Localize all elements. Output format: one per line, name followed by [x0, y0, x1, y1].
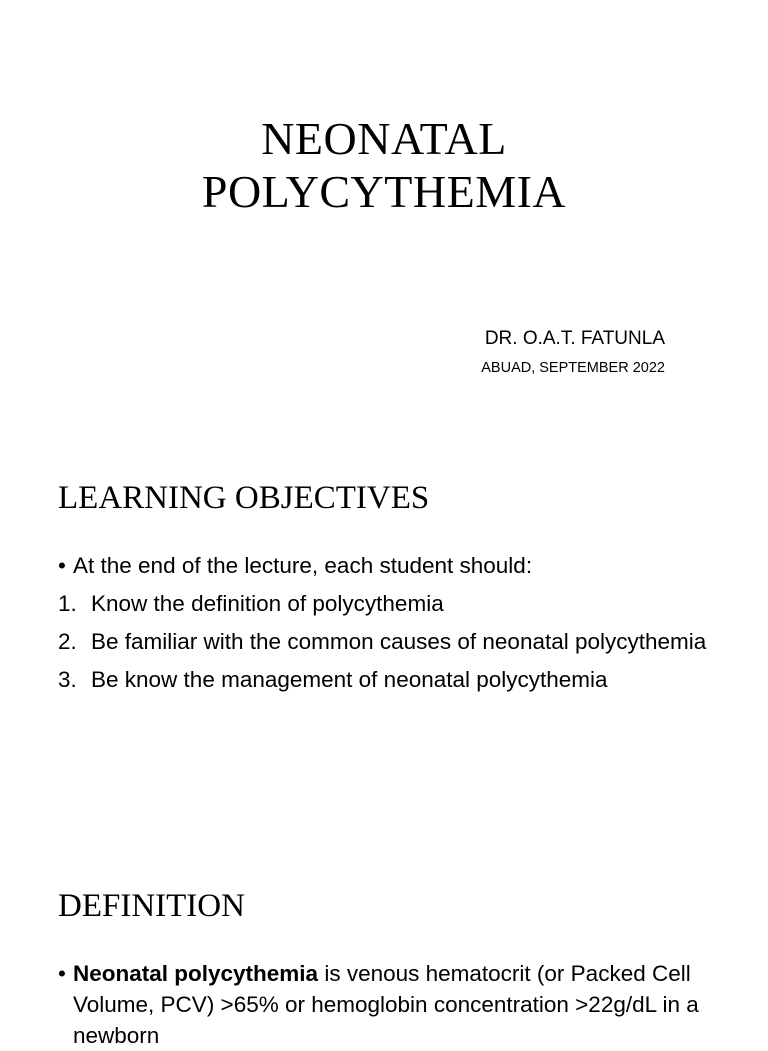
- objective-number: 3.: [58, 667, 77, 692]
- definition-body: [58, 958, 748, 1051]
- definition-slide: [0, 864, 768, 1048]
- author-name: DR. O.A.T. FATUNLA: [484, 328, 665, 349]
- bullet-icon: •: [58, 553, 66, 578]
- slide-heading: LEARNING OBJECTIVES: [58, 480, 430, 516]
- definition-text: is venous hematocrit (or Packed Cell Volume, PCV) >65% or hemoglobin concentration >22g/dL in a newborn: [73, 961, 699, 1048]
- objective-item: [58, 664, 748, 695]
- intro-text: At the end of the lecture, each student should:: [73, 553, 533, 578]
- intro-bullet: [58, 550, 748, 581]
- learning-objectives-slide: [0, 432, 768, 864]
- presentation-title: [0, 112, 768, 218]
- affiliation-date: ABUAD, SEPTEMBER 2022: [481, 360, 665, 376]
- objective-text: Be know the management of neonatal polycythemia: [91, 667, 608, 692]
- objective-item: [58, 626, 748, 657]
- objectives-body: [58, 550, 748, 695]
- title-line-2: POLYCYTHEMIA: [201, 166, 567, 217]
- objective-number: 1.: [58, 591, 77, 616]
- definition-bullet: [58, 958, 748, 1051]
- title-line-1: NEONATAL: [261, 113, 507, 164]
- bullet-icon: •: [58, 961, 66, 986]
- slide-heading: DEFINITION: [58, 888, 245, 924]
- title-slide: [0, 0, 768, 432]
- objective-text: Be familiar with the common causes of neonatal polycythemia: [91, 629, 707, 654]
- objective-item: [58, 588, 748, 619]
- objective-number: 2.: [58, 629, 77, 654]
- objective-text: Know the definition of polycythemia: [91, 591, 444, 616]
- definition-term: Neonatal polycythemia: [73, 961, 319, 986]
